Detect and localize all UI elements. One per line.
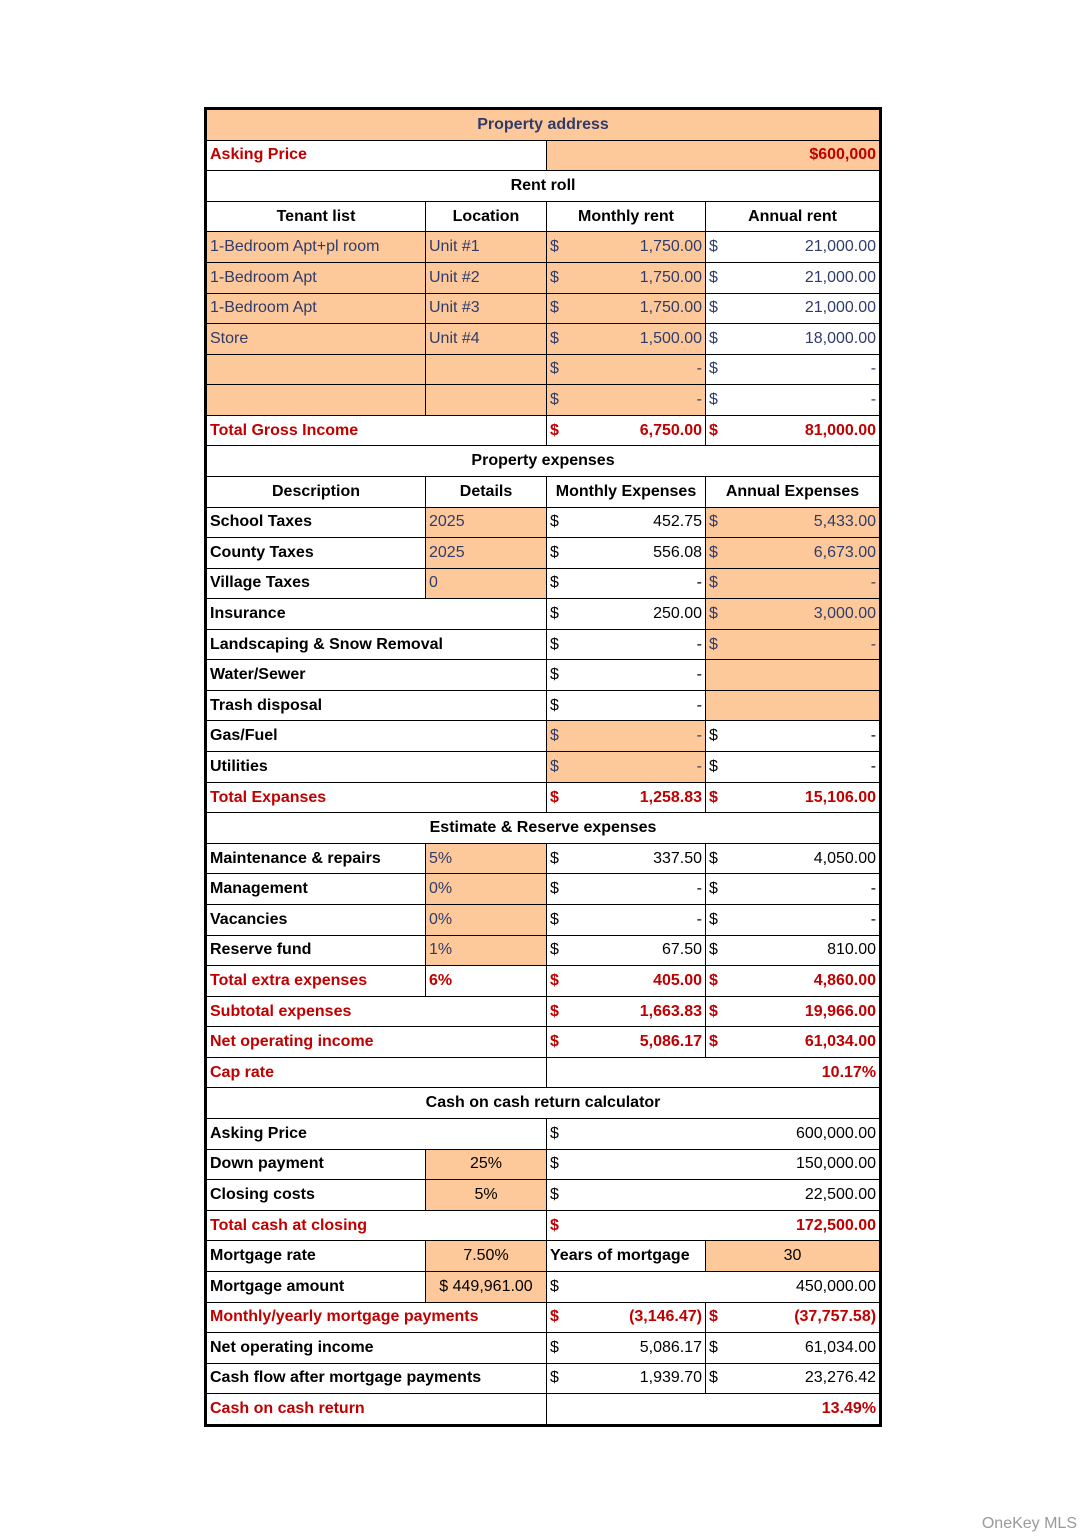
annual-rent-cell: $ - <box>706 354 881 385</box>
total-cash-closing-value: $ 172,500.00 <box>547 1210 881 1241</box>
expense-row <box>206 507 881 538</box>
monthly-rent-cell: $ 1,750.00 <box>547 262 706 293</box>
tenant-cell <box>206 385 426 416</box>
reserve-row <box>206 935 881 966</box>
mortgage-amount-detail: $ 449,961.00 <box>426 1271 547 1302</box>
cash-flow-annual: $ 23,276.42 <box>706 1363 881 1394</box>
tenant-cell: 1-Bedroom Apt <box>206 293 426 324</box>
expense-description-cell: Water/Sewer <box>206 660 547 691</box>
location-cell <box>426 385 547 416</box>
mortgage-payments-label: Monthly/yearly mortgage payments <box>206 1302 547 1333</box>
expense-description-cell: School Taxes <box>206 507 426 538</box>
annual-rent-cell: $ 18,000.00 <box>706 324 881 355</box>
closing-costs-value: $ 22,500.00 <box>547 1180 881 1211</box>
monthly-expense-cell: $ 250.00 <box>547 599 706 630</box>
rent-row <box>206 324 881 355</box>
expense-row <box>206 690 881 721</box>
monthly-rent-cell: $ 1,500.00 <box>547 324 706 355</box>
total-extra-expenses-annual: $ 4,860.00 <box>706 966 881 997</box>
annual-expense-cell <box>706 660 881 691</box>
total-extra-expenses-label: Total extra expenses <box>206 966 426 997</box>
monthly-expense-cell: $ - <box>547 690 706 721</box>
monthly-expense-cell: $ 556.08 <box>547 538 706 569</box>
cash-asking-price-label: Asking Price <box>206 1119 547 1150</box>
property-address-title: Property address <box>206 109 881 141</box>
reserve-pct-cell: 5% <box>426 843 547 874</box>
expense-description-cell: Gas/Fuel <box>206 721 547 752</box>
col-header-monthly-rent: Monthly rent <box>547 201 706 232</box>
expense-row <box>206 752 881 783</box>
expense-description-cell: Trash disposal <box>206 690 547 721</box>
property-expenses-heading: Property expenses <box>206 446 881 477</box>
reserve-monthly-cell: $ 337.50 <box>547 843 706 874</box>
annual-expense-cell: $ - <box>706 721 881 752</box>
total-extra-expenses-pct: 6% <box>426 966 547 997</box>
monthly-rent-cell: $ 1,750.00 <box>547 293 706 324</box>
closing-costs-pct: 5% <box>426 1180 547 1211</box>
property-analysis-sheet <box>204 107 882 1427</box>
location-cell <box>426 354 547 385</box>
cash-flow-monthly: $ 1,939.70 <box>547 1363 706 1394</box>
tenant-cell <box>206 354 426 385</box>
col-header-tenant: Tenant list <box>206 201 426 232</box>
noi-monthly: $ 5,086.17 <box>547 1027 706 1058</box>
cash-noi-label: Net operating income <box>206 1333 547 1364</box>
tenant-cell: 1-Bedroom Apt+pl room <box>206 232 426 263</box>
reserve-pct-cell: 0% <box>426 874 547 905</box>
asking-price-label: Asking Price <box>206 140 547 171</box>
cash-noi-monthly: $ 5,086.17 <box>547 1333 706 1364</box>
tenant-cell: Store <box>206 324 426 355</box>
total-expenses-annual: $ 15,106.00 <box>706 782 881 813</box>
expense-description-cell: Utilities <box>206 752 547 783</box>
years-of-mortgage-value: 30 <box>706 1241 881 1272</box>
annual-rent-cell: $ 21,000.00 <box>706 262 881 293</box>
total-expenses-label: Total Expanses <box>206 782 547 813</box>
expense-details-cell: 0 <box>426 568 547 599</box>
mortgage-rate-value: 7.50% <box>426 1241 547 1272</box>
rent-row <box>206 354 881 385</box>
annual-expense-cell: $ - <box>706 629 881 660</box>
reserve-annual-cell: $ 810.00 <box>706 935 881 966</box>
annual-expense-cell: $ - <box>706 752 881 783</box>
monthly-expense-cell: $ - <box>547 660 706 691</box>
annual-expense-cell: $ - <box>706 568 881 599</box>
total-gross-income-annual: $ 81,000.00 <box>706 415 881 446</box>
reserve-row <box>206 874 881 905</box>
years-of-mortgage-label: Years of mortgage <box>547 1241 706 1272</box>
mortgage-payments-annual: $ (37,757.58) <box>706 1302 881 1333</box>
location-cell: Unit #2 <box>426 262 547 293</box>
reserve-monthly-cell: $ - <box>547 905 706 936</box>
mortgage-payments-monthly: $ (3,146.47) <box>547 1302 706 1333</box>
reserve-description-cell: Management <box>206 874 426 905</box>
total-expenses-monthly: $ 1,258.83 <box>547 782 706 813</box>
expense-row <box>206 568 881 599</box>
annual-expense-cell <box>706 690 881 721</box>
onekey-mls-watermark: OneKey MLS <box>981 1515 1077 1532</box>
cap-rate-value: 10.17% <box>547 1057 881 1088</box>
rent-row <box>206 232 881 263</box>
monthly-rent-cell: $ 1,750.00 <box>547 232 706 263</box>
reserve-heading: Estimate & Reserve expenses <box>206 813 881 844</box>
reserve-description-cell: Vacancies <box>206 905 426 936</box>
rent-row <box>206 385 881 416</box>
noi-annual: $ 61,034.00 <box>706 1027 881 1058</box>
monthly-rent-cell: $ - <box>547 385 706 416</box>
expense-description-cell: County Taxes <box>206 538 426 569</box>
reserve-pct-cell: 0% <box>426 905 547 936</box>
expense-details-cell: 2025 <box>426 507 547 538</box>
expense-row <box>206 721 881 752</box>
subtotal-expenses-annual: $ 19,966.00 <box>706 996 881 1027</box>
expense-row <box>206 599 881 630</box>
cash-flow-label: Cash flow after mortgage payments <box>206 1363 547 1394</box>
total-cash-closing-label: Total cash at closing <box>206 1210 547 1241</box>
monthly-expense-cell: $ - <box>547 568 706 599</box>
annual-rent-cell: $ - <box>706 385 881 416</box>
expense-details-cell: 2025 <box>426 538 547 569</box>
monthly-expense-cell: $ - <box>547 629 706 660</box>
location-cell: Unit #4 <box>426 324 547 355</box>
location-cell: Unit #1 <box>426 232 547 263</box>
mortgage-amount-label: Mortgage amount <box>206 1271 426 1302</box>
tenant-cell: 1-Bedroom Apt <box>206 262 426 293</box>
mortgage-amount-value: $ 450,000.00 <box>547 1271 881 1302</box>
reserve-pct-cell: 1% <box>426 935 547 966</box>
reserve-description-cell: Maintenance & repairs <box>206 843 426 874</box>
annual-rent-cell: $ 21,000.00 <box>706 293 881 324</box>
expense-description-cell: Landscaping & Snow Removal <box>206 629 547 660</box>
reserve-description-cell: Reserve fund <box>206 935 426 966</box>
reserve-annual-cell: $ - <box>706 905 881 936</box>
rent-row <box>206 293 881 324</box>
expense-row <box>206 538 881 569</box>
cash-on-cash-heading: Cash on cash return calculator <box>206 1088 881 1119</box>
col-header-location: Location <box>426 201 547 232</box>
cash-asking-price-value: $ 600,000.00 <box>547 1119 881 1150</box>
col-header-annual-rent: Annual rent <box>706 201 881 232</box>
col-header-annual-expenses: Annual Expenses <box>706 476 881 507</box>
rent-roll-heading: Rent roll <box>206 171 881 202</box>
monthly-expense-cell: $ 452.75 <box>547 507 706 538</box>
closing-costs-label: Closing costs <box>206 1180 426 1211</box>
asking-price-value: $600,000 <box>547 140 881 171</box>
reserve-monthly-cell: $ - <box>547 874 706 905</box>
annual-expense-cell: $ 6,673.00 <box>706 538 881 569</box>
noi-label: Net operating income <box>206 1027 547 1058</box>
down-payment-value: $ 150,000.00 <box>547 1149 881 1180</box>
total-gross-income-label: Total Gross Income <box>206 415 547 446</box>
subtotal-expenses-monthly: $ 1,663.83 <box>547 996 706 1027</box>
total-extra-expenses-monthly: $ 405.00 <box>547 966 706 997</box>
cash-on-cash-return-value: 13.49% <box>547 1394 881 1426</box>
subtotal-expenses-label: Subtotal expenses <box>206 996 547 1027</box>
cap-rate-label: Cap rate <box>206 1057 547 1088</box>
col-header-description: Description <box>206 476 426 507</box>
annual-rent-cell: $ 21,000.00 <box>706 232 881 263</box>
down-payment-label: Down payment <box>206 1149 426 1180</box>
cash-noi-annual: $ 61,034.00 <box>706 1333 881 1364</box>
monthly-expense-cell: $ - <box>547 752 706 783</box>
reserve-row <box>206 843 881 874</box>
expense-description-cell: Village Taxes <box>206 568 426 599</box>
expense-description-cell: Insurance <box>206 599 547 630</box>
col-header-monthly-expenses: Monthly Expenses <box>547 476 706 507</box>
down-payment-pct: 25% <box>426 1149 547 1180</box>
cash-on-cash-return-label: Cash on cash return <box>206 1394 547 1426</box>
reserve-annual-cell: $ - <box>706 874 881 905</box>
rent-row <box>206 262 881 293</box>
col-header-details: Details <box>426 476 547 507</box>
location-cell: Unit #3 <box>426 293 547 324</box>
monthly-rent-cell: $ - <box>547 354 706 385</box>
annual-expense-cell: $ 5,433.00 <box>706 507 881 538</box>
total-gross-income-monthly: $ 6,750.00 <box>547 415 706 446</box>
reserve-annual-cell: $ 4,050.00 <box>706 843 881 874</box>
monthly-expense-cell: $ - <box>547 721 706 752</box>
expense-row <box>206 660 881 691</box>
expense-row <box>206 629 881 660</box>
annual-expense-cell: $ 3,000.00 <box>706 599 881 630</box>
mortgage-rate-label: Mortgage rate <box>206 1241 426 1272</box>
reserve-monthly-cell: $ 67.50 <box>547 935 706 966</box>
reserve-row <box>206 905 881 936</box>
